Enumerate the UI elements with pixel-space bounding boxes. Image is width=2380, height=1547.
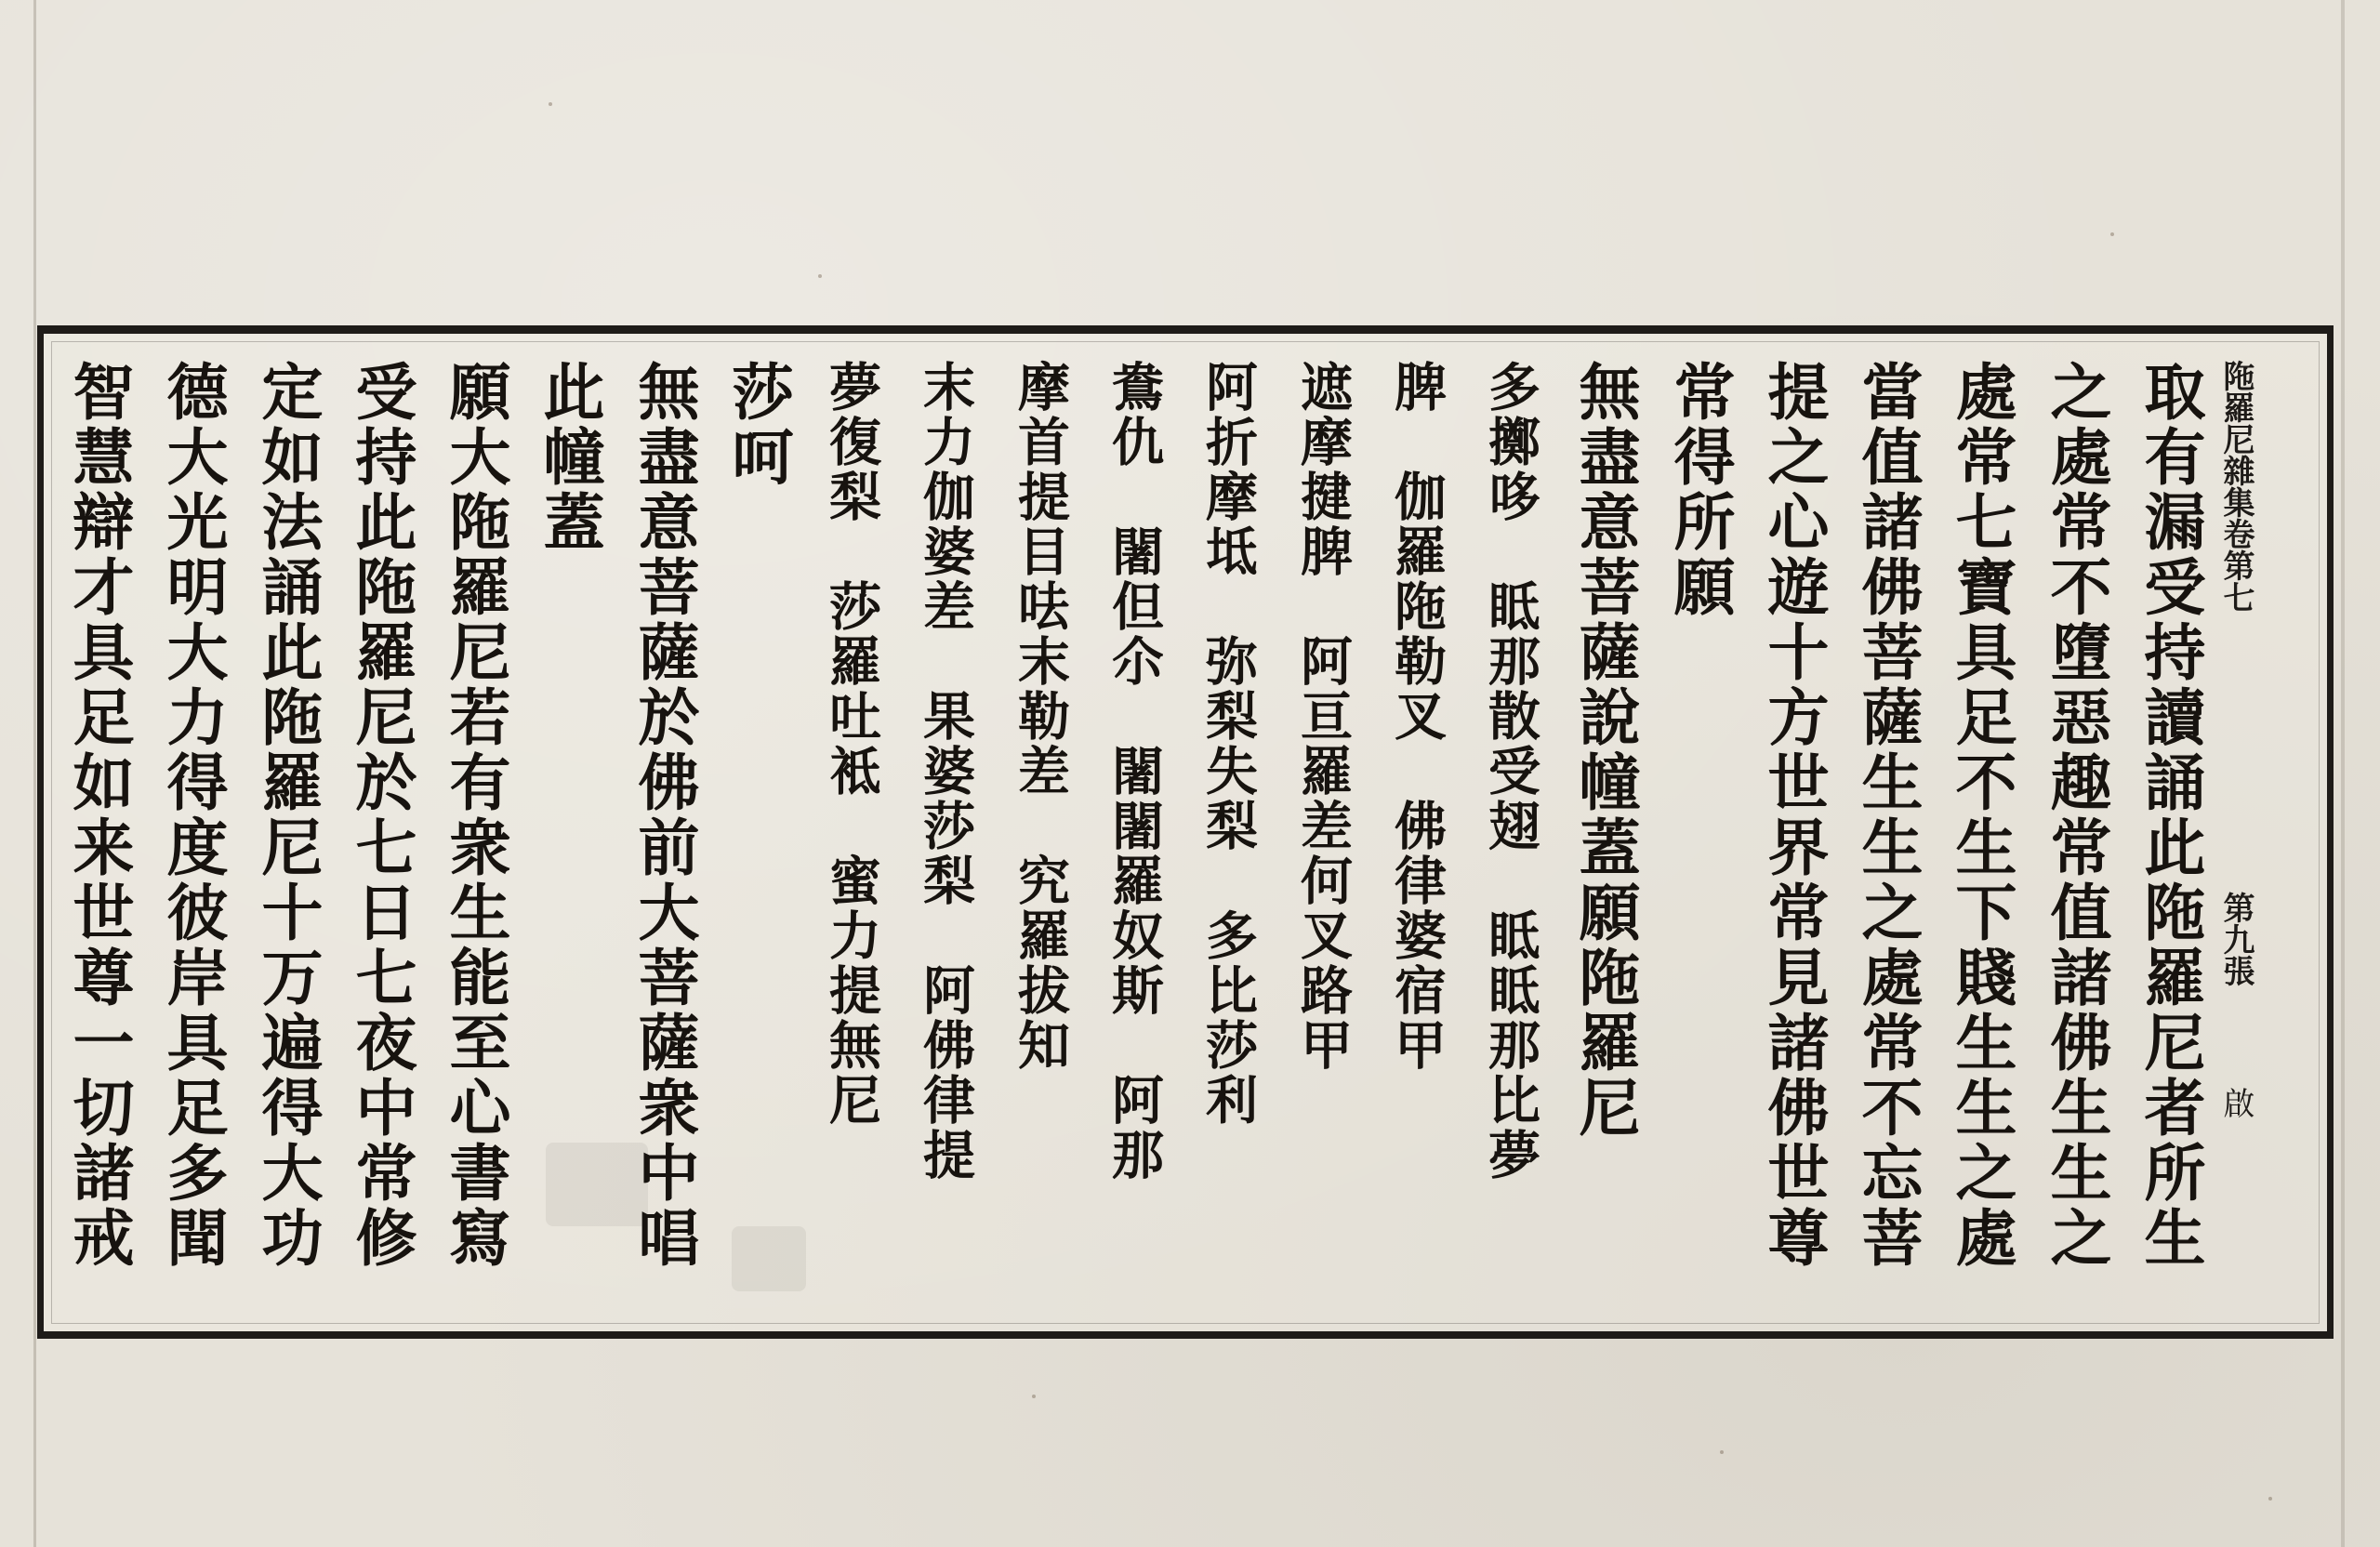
paper-fleck: [818, 274, 822, 278]
text-column: 無盡意菩薩於佛前大菩薩衆中唱: [628, 360, 700, 1271]
text-column: 處常七寶具足不生下賤生生之處: [1945, 360, 2017, 1271]
text-column: 取有漏受持讀誦此陁羅尼者所生: [2134, 360, 2206, 1271]
text-column: 無盡意菩薩說幢蓋願陁羅尼: [1568, 360, 1641, 1141]
paper-fleck: [1720, 1450, 1724, 1454]
text-column: 阿折摩坻 弥梨失梨 多比莎利: [1197, 360, 1259, 1128]
text-column: 當值諸佛菩薩生生之處常不忘菩: [1851, 360, 1924, 1271]
text-column: 摩首提目呿末勒差 究羅拔知: [1010, 360, 1071, 1073]
text-column: 願大陁羅尼若有衆生能至心書寫: [439, 360, 511, 1271]
text-column: 末力伽婆差 果婆莎梨 阿佛律提: [915, 360, 976, 1183]
text-column: 智慧辯才具足如来世尊一切諸戒: [62, 360, 135, 1271]
paper-fleck: [2268, 1497, 2272, 1501]
margin-page-number: 第九張: [2217, 892, 2254, 986]
paper-fleck: [2110, 232, 2114, 236]
text-column: 夢復梨 莎羅吐袛 蜜力提無尼: [821, 360, 882, 1128]
page-fold-right: [2341, 0, 2345, 1547]
paper-fleck: [1032, 1395, 1036, 1398]
text-column: 此幢蓋: [533, 360, 605, 555]
margin-mark: 啟: [2217, 1087, 2254, 1118]
text-column: 常得所願: [1663, 360, 1736, 620]
text-column: 受持此陁羅尼於七日七夜中常修: [345, 360, 417, 1271]
text-column: 鴦仇 闍但尒 闍闍羅奴斯 阿那: [1104, 360, 1165, 1183]
margin-book-title: 陁羅尼雜集卷第七: [2217, 360, 2254, 613]
text-column: 提之心遊十方世界常見諸佛世尊: [1757, 360, 1830, 1271]
text-column: 遮摩揵脾 阿亘羅差何叉路甲: [1292, 360, 1354, 1073]
text-column: 之處常不墮惡趣常值諸佛生生之: [2040, 360, 2112, 1271]
text-block-frame: [37, 325, 2334, 1339]
text-column: 脾 伽羅陁勒叉 佛律婆宿甲: [1386, 360, 1448, 1073]
text-column: 定如法誦此陁羅尼十万遍得大功: [251, 360, 324, 1271]
text-column: 多擲哆 眡那散受翅 眡眡那比夢: [1480, 360, 1541, 1183]
text-column: 莎呵: [721, 360, 794, 490]
text-column: 德大光明大力得度彼岸具足多聞: [156, 360, 229, 1271]
paper-fleck: [549, 102, 552, 106]
page-fold-left: [33, 0, 36, 1547]
